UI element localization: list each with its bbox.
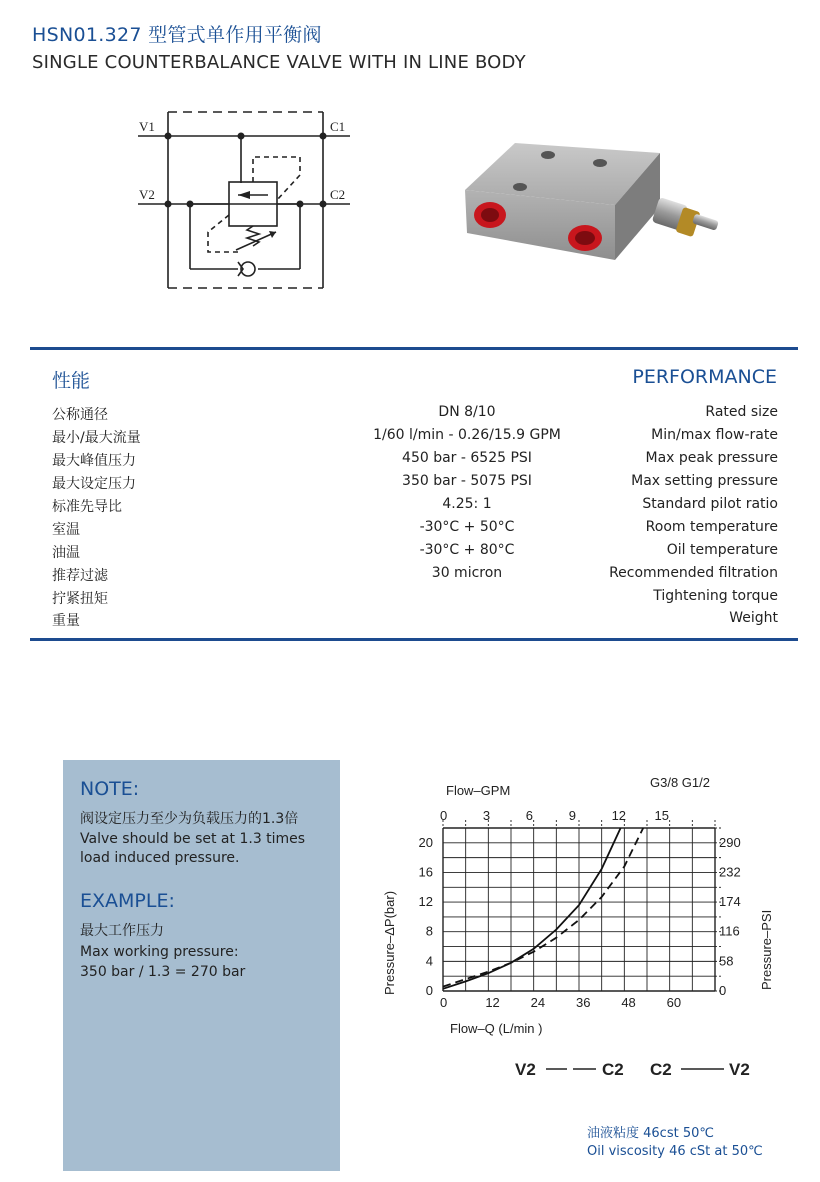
series-line-c2-v2 — [443, 828, 643, 987]
spec-label-en: Rated size — [705, 404, 778, 420]
spec-label-cn: 最大设定压力 — [52, 476, 136, 492]
spec-label-en: Tightening torque — [653, 588, 778, 604]
right-tick-label: 174 — [719, 894, 741, 910]
note-heading: NOTE: — [80, 778, 140, 800]
spec-row — [52, 565, 778, 587]
right-tick-label: 0 — [719, 983, 727, 998]
port-c1-label: C1 — [330, 119, 346, 134]
note-text-en-line1: Valve should be set at 1.3 times — [80, 831, 306, 847]
port-v1-label: V1 — [139, 119, 155, 134]
spec-label-cn: 重量 — [52, 613, 80, 629]
bottom-tick-label: 48 — [621, 995, 636, 1010]
spec-label-en: Max setting pressure — [631, 473, 778, 489]
spec-label-cn: 标准先导比 — [52, 499, 122, 515]
legend-v2-b: V2 — [729, 1060, 750, 1079]
note-text-cn: 阀设定压力至少为负载压力的1.3倍 — [80, 811, 299, 827]
spec-row — [52, 519, 778, 541]
spec-label-cn: 拧紧扭矩 — [52, 591, 108, 607]
left-tick-label: 20 — [418, 834, 433, 850]
spec-value: DN 8/10 — [438, 404, 496, 420]
spec-label-en: Max peak pressure — [645, 450, 778, 466]
bottom-tick-label: 36 — [576, 995, 591, 1010]
spec-value: 1/60 l/min - 0.26/15.9 GPM — [373, 427, 561, 443]
chart-svg — [360, 765, 800, 1095]
note-panel — [63, 760, 340, 1171]
spec-row — [52, 610, 778, 632]
viscosity-cn: 油液粘度 46cst 50℃ — [587, 1126, 714, 1141]
bottom-tick-label: 24 — [530, 995, 546, 1010]
spec-label-cn: 最小/最大流量 — [52, 430, 141, 446]
right-tick-label: 58 — [719, 953, 734, 969]
top-tick-label: 6 — [525, 808, 534, 823]
left-tick-label: 0 — [425, 983, 433, 998]
note-text-en-line2: load induced pressure. — [80, 850, 240, 866]
spec-label-en: Oil temperature — [666, 542, 778, 558]
spec-label-en: Standard pilot ratio — [642, 496, 778, 512]
spec-value: -30°C + 80°C — [419, 542, 515, 558]
example-text-en-line1: Max working pressure: — [80, 944, 239, 960]
section-divider-bottom — [30, 638, 798, 641]
right-tick-label: 290 — [719, 834, 741, 850]
bottom-axis-label: Flow–Q (L/min ) — [450, 1021, 543, 1036]
top-tick-label: 12 — [611, 808, 627, 823]
spec-label-cn: 公称通径 — [52, 407, 108, 423]
spec-value: 30 micron — [431, 565, 503, 581]
spec-label-cn: 推荐过滤 — [52, 568, 108, 584]
legend-c2-b: C2 — [650, 1060, 672, 1079]
spec-label-cn: 最大峰值压力 — [52, 453, 136, 469]
left-tick-label: 12 — [418, 894, 433, 910]
spec-value: -30°C + 50°C — [419, 519, 515, 535]
spec-value: 450 bar - 6525 PSI — [402, 450, 532, 466]
right-axis-label: Pressure–PSI — [759, 909, 774, 990]
top-tick-label: 3 — [482, 808, 491, 823]
section-divider-top — [30, 347, 798, 350]
viscosity-en: Oil viscosity 46 cSt at 50℃ — [587, 1144, 763, 1159]
page-title-cn: HSN01.327 型管式单作用平衡阀 — [32, 24, 322, 46]
spec-row — [52, 496, 778, 518]
left-tick-label: 8 — [425, 923, 433, 939]
spec-label-en: Recommended filtration — [609, 565, 778, 581]
port-v2-label: V2 — [139, 187, 155, 202]
spec-row — [52, 542, 778, 564]
bottom-tick-label: 12 — [485, 995, 500, 1010]
legend-c2-a: C2 — [602, 1060, 624, 1079]
spec-row — [52, 473, 778, 495]
viscosity-note — [587, 1125, 763, 1161]
right-tick-label: 116 — [719, 923, 740, 939]
port-c2-label: C2 — [330, 187, 346, 202]
spec-row — [52, 427, 778, 449]
performance-heading-cn: 性能 — [52, 370, 91, 392]
spec-value: 4.25: 1 — [442, 496, 492, 512]
spec-label-cn: 油温 — [52, 545, 80, 561]
performance-heading-en: PERFORMANCE — [632, 366, 777, 388]
pressure-flow-chart — [360, 765, 800, 1095]
left-axis-label: Pressure–ΔP(bar) — [382, 890, 397, 995]
page-title-en: SINGLE COUNTERBALANCE VALVE WITH IN LINE BODY — [32, 52, 526, 73]
spec-row — [52, 450, 778, 472]
top-tick-label: 0 — [440, 808, 448, 823]
spec-label-en: Min/max flow-rate — [651, 427, 778, 443]
top-tick-label: 15 — [654, 808, 669, 823]
product-photo — [455, 135, 730, 265]
port-size-label: G3/8 G1/2 — [650, 775, 710, 790]
top-tick-label: 9 — [568, 808, 576, 823]
spec-label-en: Weight — [729, 610, 778, 626]
left-tick-label: 4 — [425, 953, 433, 969]
spec-value: 350 bar - 5075 PSI — [402, 473, 532, 489]
series-line-v2-c2 — [443, 828, 621, 989]
spec-label-en: Room temperature — [645, 519, 778, 535]
left-tick-label: 16 — [418, 864, 433, 880]
spec-row — [52, 588, 778, 610]
example-text-cn: 最大工作压力 — [80, 923, 164, 939]
spec-label-cn: 室温 — [52, 522, 80, 538]
example-heading: EXAMPLE: — [80, 890, 175, 912]
hydraulic-schematic — [128, 100, 368, 300]
legend-v2-a: V2 — [515, 1060, 536, 1079]
top-axis-label: Flow–GPM — [446, 783, 511, 798]
bottom-tick-label: 60 — [666, 995, 682, 1010]
valve-body-illustration — [455, 135, 730, 265]
example-text-en-line2: 350 bar / 1.3 = 270 bar — [80, 964, 246, 980]
chart-grid — [443, 820, 723, 991]
bottom-tick-label: 0 — [440, 995, 448, 1010]
right-tick-label: 232 — [719, 864, 741, 880]
spec-row — [52, 404, 778, 426]
schematic-diagram — [128, 100, 368, 300]
